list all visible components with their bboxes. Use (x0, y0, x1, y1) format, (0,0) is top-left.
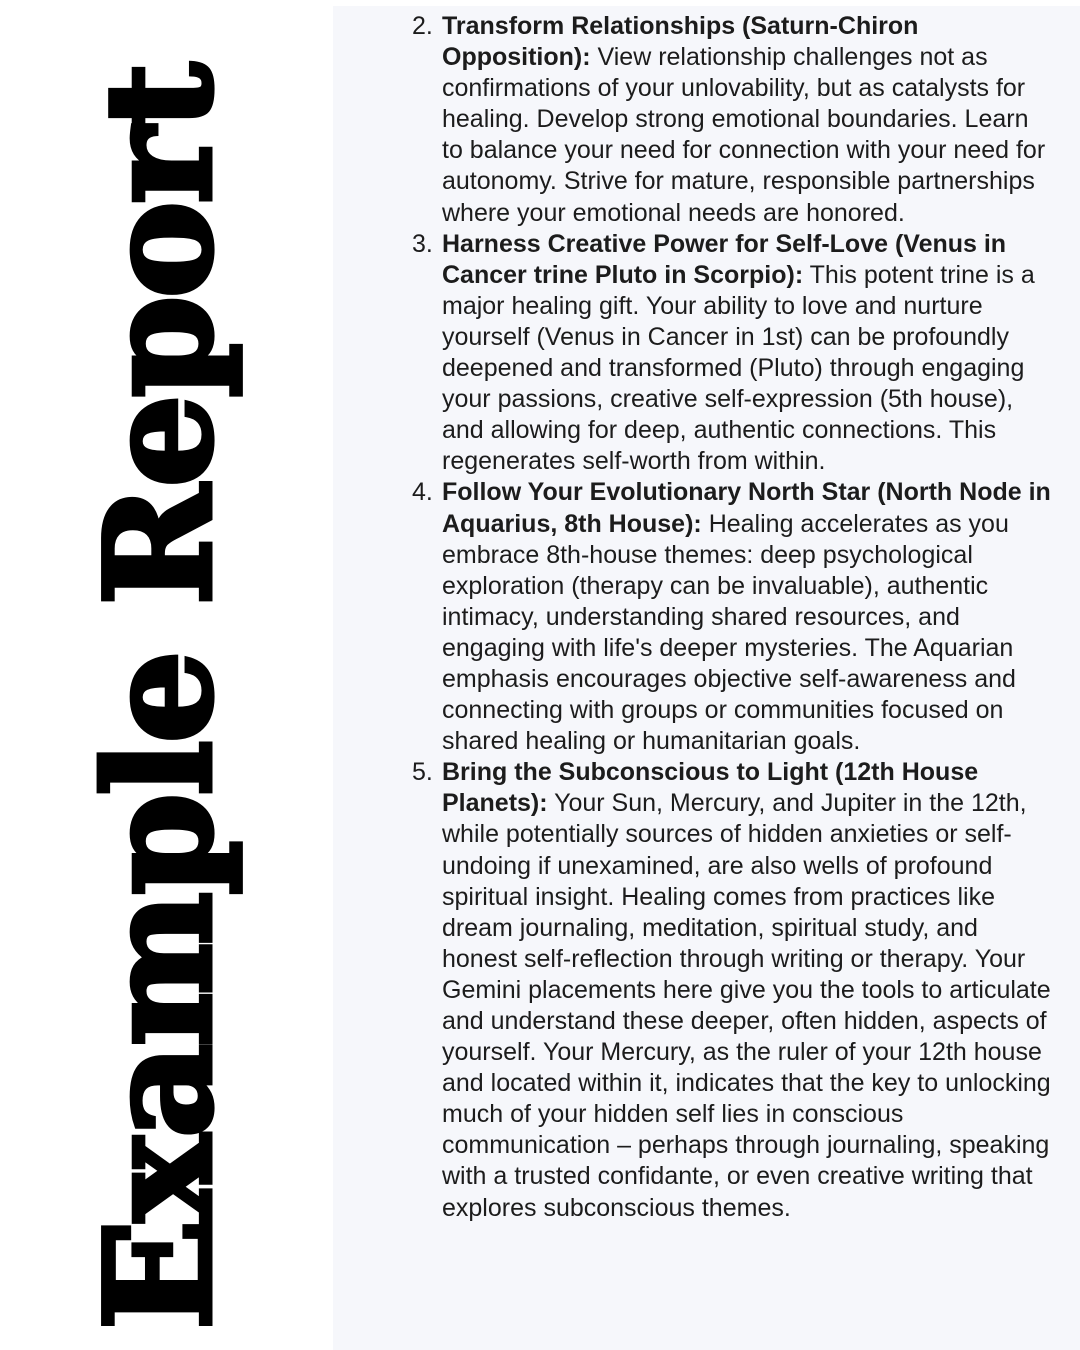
item-body: Healing accelerates as you embrace 8th-house themes: deep psychological exploration (therapy can be invaluable), authentic intimacy, understanding shared resources, and engaging with life's deeper mysteries. The Aquarian emphasis encourages objective self-awareness and connecting with groups or communities focused on shared healing or humanitarian goals. (442, 509, 1016, 756)
item-body: View relationship challenges not as confirmations of your unlovability, but as catalysts for healing. Develop strong emotional boundaries. Learn to balance your need for connection with your need for autonomy. Strive for mature, responsible partnerships where your emotional needs are honored. (442, 43, 1046, 227)
item-number: 2. (412, 12, 433, 40)
item-number: 4. (412, 478, 433, 507)
item-heading: Harness Creative Power for Self-Love (Venus in Cancer trine Pluto in Scorpio): (442, 229, 1007, 289)
list-item (333, 11, 1053, 229)
list-item (333, 229, 1053, 478)
list-item (333, 757, 1053, 1223)
item-number: 5. (412, 758, 433, 787)
recommendation-list (333, 11, 1053, 1224)
item-heading: Transform Relationships (Saturn-Chiron Opposition): (442, 12, 919, 72)
item-body: Your Sun, Mercury, and Jupiter in the 12th, while potentially sources of hidden anxieties or self-undoing if unexamined, are also wells of profound spiritual insight. Healing comes from practices like dream journaling, meditation, spiritual study, and honest self-reflection through writing or therapy. Your Gemini placements here give you the tools to articulate and understand these deeper, often hidden, aspects of yourself. Your Mercury, as the ruler of your 12th house and located within it, indicates that the key to unlocking much of your hidden self lies in conscious communication – perhaps through journaling, speaking with a trusted confidante, or even creative writing that explores subconscious themes. (442, 789, 1051, 1222)
report-title: Example Report (74, 65, 245, 1331)
side-title-area (0, 0, 330, 1350)
document-panel (333, 6, 1080, 1350)
item-number: 3. (412, 229, 433, 258)
item-body: This potent trine is a major healing gift. Your ability to love and nurture yourself (Venus in Cancer in 1st) can be profoundly deepened and transformed (Pluto) through engaging your passions, creative self-expression (5th house), and allowing for deep, authentic connections. This regenerates self-worth from within. (442, 260, 1035, 476)
item-heading: Follow Your Evolutionary North Star (North Node in Aquarius, 8th House): (442, 478, 1051, 538)
list-item (333, 477, 1053, 757)
item-heading: Bring the Subconscious to Light (12th House Planets): (442, 758, 979, 818)
